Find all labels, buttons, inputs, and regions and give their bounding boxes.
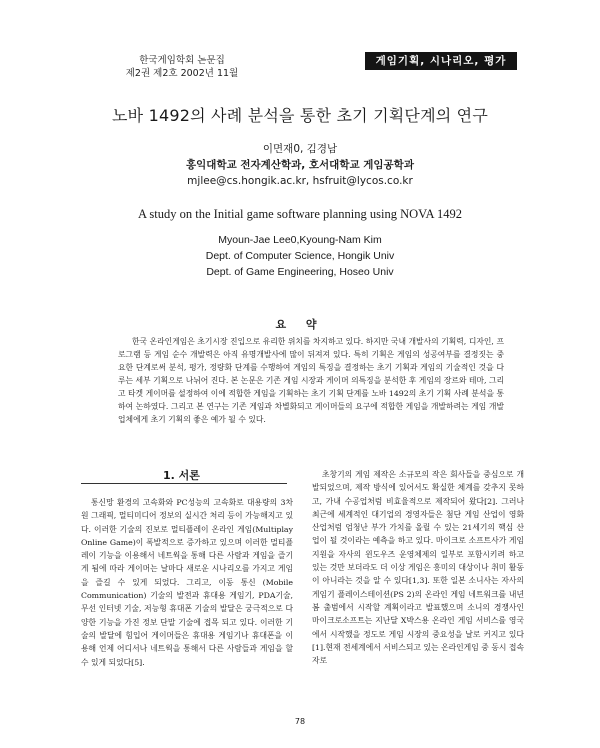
journal-info [112,54,252,80]
paper-title-english: A study on the Initial game software planning using NOVA 1492 [137,207,463,221]
affiliation-english-2: Dept. of Game Engineering, Hoseo Univ [206,266,394,278]
author-emails: mjlee@cs.hongik.ac.kr, hsfruit@lycos.co.kr [187,175,413,187]
page-number: 78 [294,717,306,726]
section-divider [81,483,287,484]
affiliation-korean: 홍익대학교 전자계산학과, 호서대학교 게임공학과 [186,159,414,171]
abstract-text: 한국 온라인게임은 초기시장 진입으로 유리한 위치를 차지하고 있다. 하지만 국내 개발사의 기획력, 디자인, 프로그램 등 게임 순수 개발력은 아직 유명개발사에 많이 뒤져져 있다. 특히 기획은 게임의 성공여부를 결정짓는 중요한 단계로써 분석, 평가, 정량화 단계를 수행하여 게임의 특징을 결정하는 초기 기획과 게임의 기술적인 것을 다루는 세부 기획으로 나뉘어 진다. 본 논문은 기존 게임 시장과 게이머 의특징을 분석한 후 게임의 장르와 테마, 그리고 타겟 게이머를 설정하여 이에 적합한 게임을 기획하는 초기 기획 단계를 노바 1492의 초기 기획 사례 분석을 통하여 논하였다. 그리고 본 연구는 기존 게임과 차별화되고 게이머들의 요구에 적합한 게임을 개발하려는 게임 개발업체에게 초기 기획의 좋은 예가 될 수 있다. [118,337,505,424]
section-heading: 1. 서론 [163,469,200,482]
journal-issue: 제2권 제2호 2002년 11월 [125,68,239,79]
affiliation-english-1: Dept. of Computer Science, Hongik Univ [205,250,395,262]
body-column-right: 초창기의 게임 제작은 소규모의 작은 회사들을 중심으로 개발되었으며, 제작 방식에 있어서도 확실한 체계를 갖추지 못하고, 가내 수공업처럼 비효율적으로 제작되어 왔다[2]. 그러나 최근에 세계적인 대기업의 경영자들은 첨단 게임 산업이 영화 산업처럼 엄청난 부가 가치를 올릴 수 있는 21세기의 핵심 산업이 될 것이라는 예측을 하고 있다. 마이크로 소프트사가 게임 지원을 자사의 윈도우즈 운영체제의 일부로 포함시키려 하고 있는 것만 보더라도 더 이상 게임은 흥미의 대상이나 취미 활동이 아니라는 것을 알 수 있다[1,3]. 또한 일본 소니사는 자사의 게임기 플레이스테이션(PS 2)의 온라인 게임 네트워크를 내년 봄 출범에서 시작할 계획이라고 발표했으며 소니의 경쟁사인 마이크로소프트는 지난달 X박스용 온라인 게임 서비스를 영국에서 시작했을 정도로 게임 시장의 중요성을 날로 커지고 있다[1].현재 전세계에서 서비스되고 있는 온라인게임 중 동시 접속자로 [312,470,524,666]
journal-name: 한국게임학회 논문집 [139,55,225,66]
abstract-heading: 요 약 [275,318,325,331]
paper-title-korean: 노바 1492의 사례 분석을 통한 초기 기획단계의 연구 [112,106,488,125]
authors-english [0,232,600,280]
category-badge: 게임기획, 시나리오, 평가 [365,52,517,70]
author-names-korean: 이면재0, 김경남 [262,143,338,155]
author-names-english: Myoun-Jae Lee0,Kyoung-Nam Kim [218,234,382,246]
body-column-left: 통신망 환경의 고속화와 PC성능의 고속화로 대용량의 3차원 그래픽, 멀티미디어 정보의 실시간 처리 등이 가능해지고 있다. 이러한 기술의 진보로 멀티플레이 온라인 게임(Multiplay Online Game)이 폭발적으로 증가하고 있으며 이러한 멀티플레이 기능을 이용해서 네트웍을 통해 다른 사람과 게임을 즐기게 됨에 따라 게이머는 날마다 새로운 시나리오를 가지고 게임을 즐길 수 있게 되었다. 그리고, 이동 통신 (Mobile Communication) 기술의 발전과 휴대용 게임기, PDA기술, 무선 인터넷 기술, 저능형 휴대폰 기술의 발달은 궁극적으로 다양한 기능을 가진 정보 단말 기술에 접목 되고 있다. 이러한 기술의 발달에 힘입어 게이머들은 휴대용 게임기나 휴대폰을 이용해 언제 어디서나 네트웍을 통해서 다른 사람들과 게임을 할 수 있게 되었다[5]. [81,498,293,667]
authors-korean [0,141,600,189]
